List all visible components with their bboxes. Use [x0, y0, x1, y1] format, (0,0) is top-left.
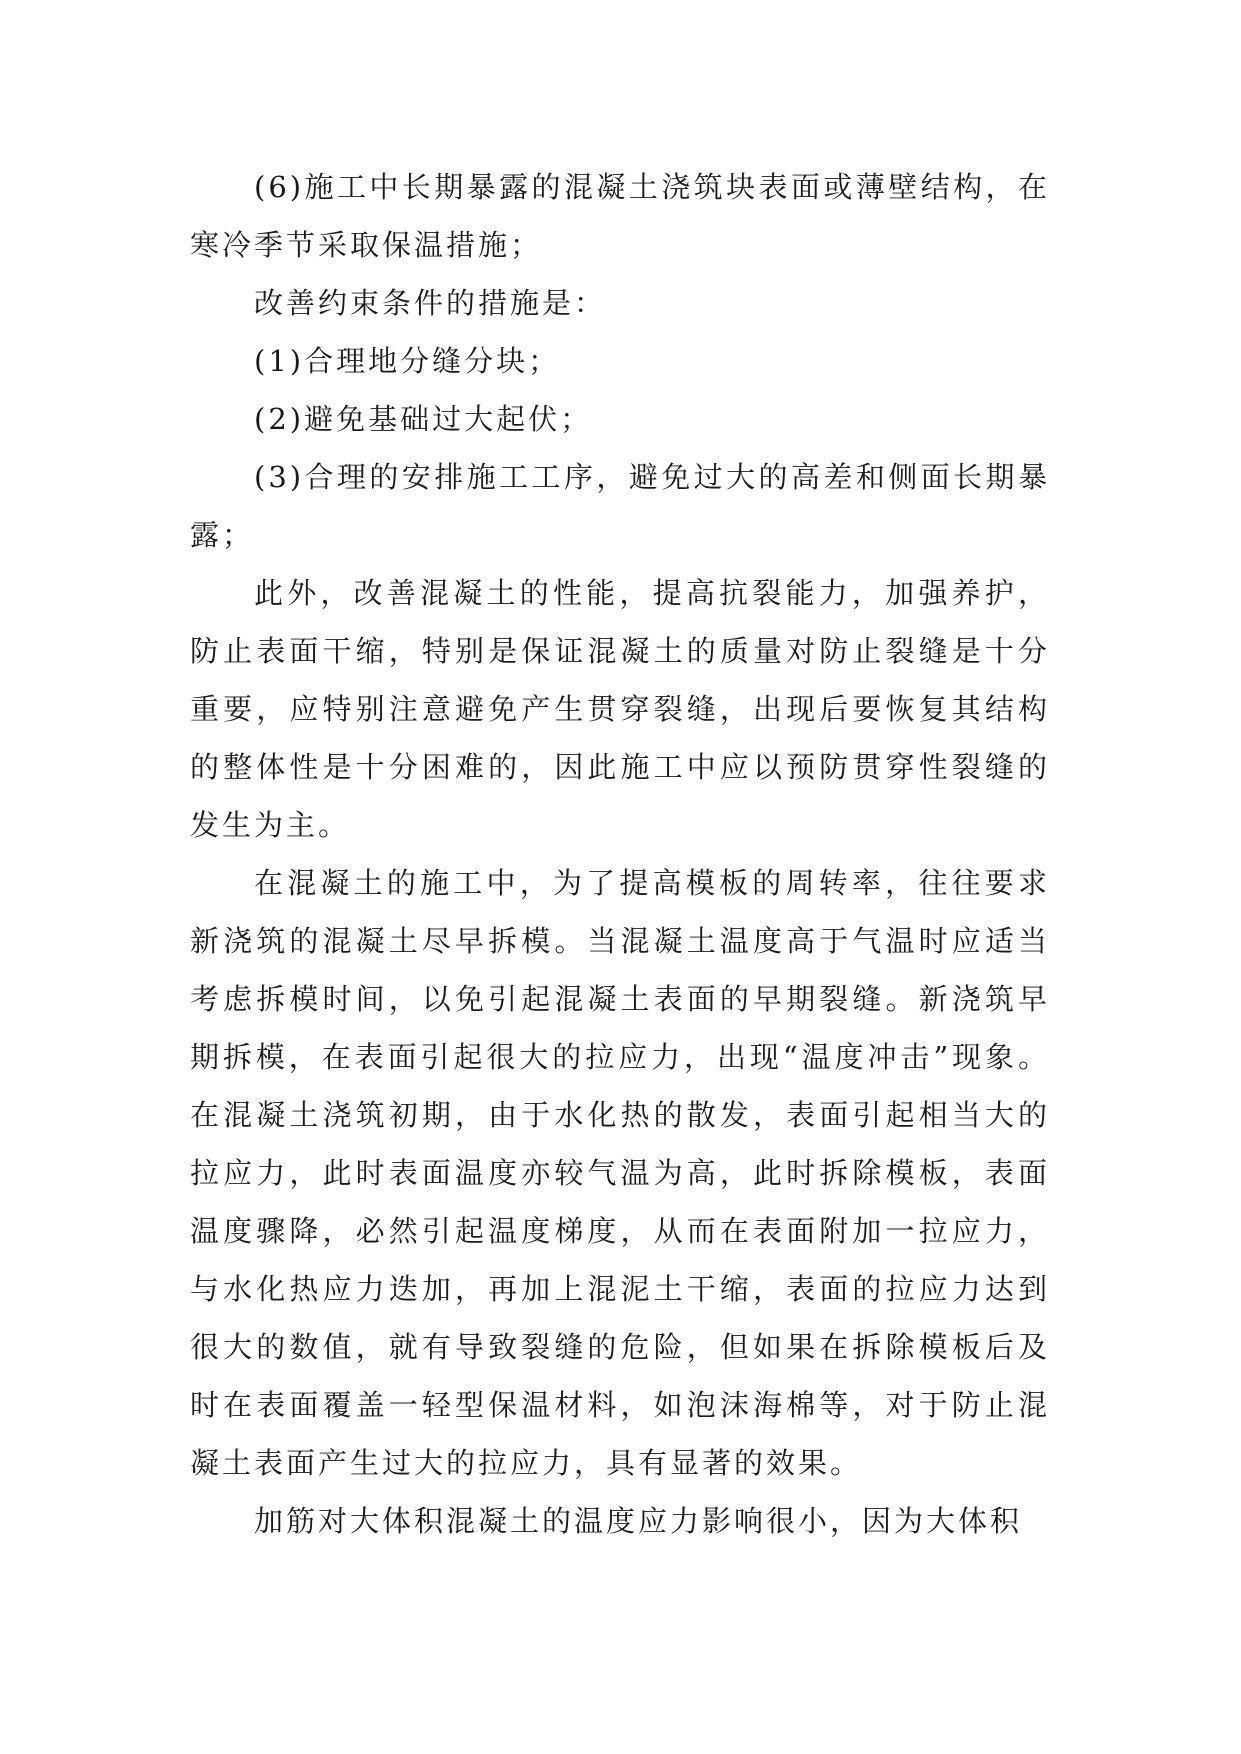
- paragraph-constraint-heading: 改善约束条件的措施是：: [254, 286, 607, 320]
- paragraph-constraint-1: (1)合理地分缝分块；: [254, 344, 561, 378]
- paragraph-constraint-2: (2)避免基础过大起伏；: [254, 402, 593, 436]
- paragraph-additional: 此外，改善混凝土的性能，提高抗裂能力，加强养护，防止表面干缩，特别是保证混凝土的质量对防止裂缝是十分重要，应特别注意避免产生贯穿裂缝，出现后要恢复其结构的整体性是十分困难的，因此施工中应以预防贯穿性裂缝的发生为主。: [190, 576, 1050, 842]
- paragraph-reinforcement: 加筋对大体积混凝土的温度应力影响很小，因为大体积: [254, 1504, 1023, 1538]
- paragraph-constraint-3: (3)合理的安排施工工序，避免过大的高差和侧面长期暴露；: [190, 460, 1050, 552]
- paragraph-formwork-removal: 在混凝土的施工中，为了提高模板的周转率，往往要求新浇筑的混凝土尽早拆模。当混凝土温度高于气温时应适当考虑拆模时间，以免引起混凝土表面的早期裂缝。新浇筑早期拆模，在表面引起很大的拉应力，出现“温度冲击”现象。在混凝土浇筑初期，由于水化热的散发，表面引起相当大的拉应力，此时表面温度亦较气温为高，此时拆除模板，表面温度骤降，必然引起温度梯度，从而在表面附加一拉应力，与水化热应力迭加，再加上混泥土干缩，表面的拉应力达到很大的数值，就有导致裂缝的危险，但如果在拆除模板后及时在表面覆盖一轻型保温材料，如泡沫海棉等，对于防止混凝土表面产生过大的拉应力，具有显著的效果。: [190, 866, 1050, 1480]
- document-body: [190, 158, 1050, 1550]
- paragraph-measure-6: (6)施工中长期暴露的混凝土浇筑块表面或薄壁结构，在寒冷季节采取保温措施；: [190, 170, 1050, 262]
